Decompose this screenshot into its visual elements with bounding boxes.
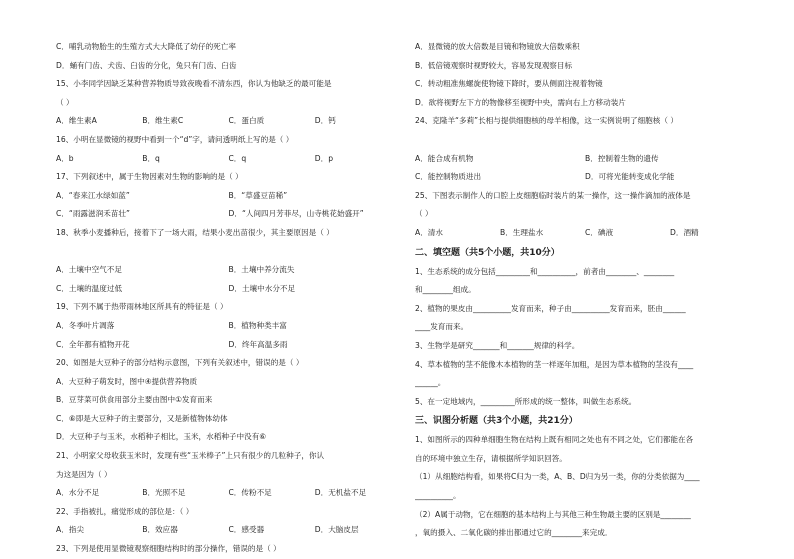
answer-option: C．“雨露滋润禾苗壮” — [56, 209, 130, 219]
text-line: 自的环境中独立生存，请根据所学知识回答。 — [415, 453, 567, 463]
text-line: 24、克隆羊“多莉”长相与提供细胞核的母羊相像，这一实例说明了细胞核（ ） — [415, 116, 678, 126]
text-line: D．欲将视野左下方的物像移至视野中央，需向右上方移动装片 — [415, 97, 626, 107]
answer-options — [415, 224, 755, 243]
answer-option: A．冬季叶片凋落 — [56, 320, 115, 330]
section-heading: 三、识图分析题（共3个小题，共21分） — [415, 416, 578, 427]
answer-options — [56, 484, 401, 503]
text-line: 20、如图是大豆种子的部分结构示意图，下列有关叙述中，错误的是（ ） — [56, 358, 304, 368]
answer-option: D．终年高温多雨 — [228, 339, 288, 349]
text-line: （ ） — [56, 97, 74, 107]
answer-option: B．“草盛豆苗稀” — [228, 190, 288, 200]
text-line: 为这是因为（ ） — [56, 469, 112, 479]
text-line: （1）从细胞结构看，如果将C归为一类，A、B、D归为另一类，你的分类依据为____ — [415, 472, 700, 482]
answer-option: D．p — [314, 153, 334, 163]
text-line: D．大豆种子与玉米，水稻种子相比，玉米，水稻种子中没有⑥ — [56, 432, 267, 442]
answer-option: D．可将光能转变成化学能 — [585, 172, 675, 182]
answer-option: B．q — [142, 153, 160, 163]
answer-option: A．土壤中空气不足 — [56, 265, 122, 275]
answer-option: A．水分不足 — [56, 488, 100, 498]
text-line: 23、下列是使用显微镜观察细胞结构时的部分操作，错误的是（ ） — [56, 544, 281, 554]
answer-option: A．b — [56, 153, 74, 163]
answer-option: A．“春来江水绿如蓝” — [56, 190, 130, 200]
answer-option: C．能控制物质进出 — [415, 172, 482, 182]
text-line: C．哺乳动物胎生的生殖方式大大降低了幼仔的死亡率 — [56, 42, 236, 51]
text-line: （2）A属于动物，它在细胞的基本结构上与其他三种生物最主要的区别是________ — [415, 509, 691, 519]
answer-option: C．土壤的温度过低 — [56, 283, 123, 293]
answer-options — [56, 317, 401, 336]
answer-option: C．感受器 — [228, 525, 265, 535]
text-line: A．显微镜的放大倍数是目镜和物镜放大倍数乘积 — [415, 42, 580, 51]
text-line: 18、秋季小麦播种后，接着下了一场大雨，结果小麦出苗很少，其主要原因是（ ） — [56, 227, 334, 237]
text-line: ，氧的摄入、二氧化碳的排出都通过它的________来完成． — [415, 528, 613, 538]
answer-options — [56, 261, 401, 280]
left-column — [56, 38, 401, 559]
answer-option: D．无机盐不足 — [314, 488, 367, 498]
answer-options — [56, 150, 401, 169]
text-line: __________。 — [415, 491, 461, 501]
answer-option: B．控制着生物的遗传 — [585, 153, 659, 163]
right-column — [415, 38, 755, 543]
answer-options — [56, 336, 401, 355]
answer-option: A．维生素A — [56, 116, 97, 126]
text-line: 16、小明在显微镜的视野中看到一个“d”字，请问透明纸上写的是（ ） — [56, 134, 294, 144]
text-line: D．蛹有门齿、犬齿、臼齿的分化，兔只有门齿、臼齿 — [56, 60, 237, 70]
text-line: 1、如图所示的四种单细胞生物在结构上既有相同之处也有不同之处，它们都能在各 — [415, 435, 694, 445]
section-heading: 二、填空题（共5个小题，共10分） — [415, 247, 560, 258]
answer-option: B．土壤中养分流失 — [228, 265, 295, 275]
answer-option: C．碘液 — [585, 227, 614, 237]
answer-option: A．清水 — [415, 227, 443, 237]
text-line: 1、生态系统的成分包括_________和__________，前者由________、________ — [415, 266, 675, 276]
text-line: C．转动粗准焦螺旋使物镜下降时，要从侧面注视着物镜 — [415, 79, 603, 89]
answer-options — [415, 168, 755, 187]
text-line: ____发育而来。 — [415, 322, 469, 332]
text-line — [415, 131, 755, 150]
answer-option: D．“人间四月芳菲尽，山寺桃花始盛开” — [228, 209, 364, 219]
text-line: B．豆芽菜可供食用部分主要由图中①发育而来 — [56, 395, 213, 405]
text-line: B．低倍镜观察时视野较大，容易发现观察目标 — [415, 60, 573, 70]
text-line: 和________组成。 — [415, 285, 476, 295]
text-line: 22、手指被扎，痛觉形成的部位是：（ ） — [56, 506, 194, 516]
text-line: 15、小李同学因缺乏某种营养物质导致夜晚看不清东西，你认为他缺乏的最可能是 — [56, 79, 332, 89]
answer-option: B．光照不足 — [142, 488, 186, 498]
answer-options — [56, 112, 401, 131]
text-line: 4、草本植物的茎不能像木本植物的茎一样逐年加粗，是因为草本植物的茎没有____ — [415, 359, 694, 369]
answer-options — [56, 521, 401, 540]
answer-options — [56, 205, 401, 224]
text-line: （ ） — [415, 209, 433, 219]
text-line: 2、植物的果皮由__________发育而来，种子由__________发育而来，胚由______ — [415, 303, 686, 313]
answer-option: C．q — [228, 153, 247, 163]
answer-option: B．植物种类丰富 — [228, 320, 287, 330]
answer-options — [415, 150, 755, 169]
answer-option: C．传粉不足 — [228, 488, 272, 498]
text-line: ______。 — [415, 378, 446, 388]
answer-option: D．大脑皮层 — [314, 525, 359, 535]
answer-options — [56, 280, 401, 299]
text-line — [56, 243, 401, 262]
answer-option: A．指尖 — [56, 525, 84, 535]
text-line: 21、小明家父母收获玉米时，发现有些“玉米棒子”上只有很少的几粒种子，你认 — [56, 451, 325, 461]
answer-option: A．能合成有机物 — [415, 153, 474, 163]
text-line: A．大豆种子萌发时，图中④提供营养物质 — [56, 376, 198, 386]
answer-option: D．钙 — [314, 116, 336, 126]
text-line: 25、下图表示制作人的口腔上皮细胞临时装片的某一操作，这一操作滴加的液体是 — [415, 190, 691, 200]
answer-option: D．酒精 — [670, 227, 699, 237]
answer-option: C．蛋白质 — [228, 116, 265, 126]
text-line: 5、在一定地域内，_________所形成的统一整体，叫做生态系统。 — [415, 396, 637, 406]
text-line: 3、生物学是研究_______和_______规律的科学。 — [415, 340, 580, 350]
text-line: 17、下列叙述中，属于生物因素对生物的影响的是（ ） — [56, 172, 243, 182]
answer-options — [56, 187, 401, 206]
answer-option: B．效应器 — [142, 525, 178, 535]
answer-option: B．维生素C — [142, 116, 184, 126]
answer-option: B．生理盐水 — [500, 227, 544, 237]
answer-option: C．全年都有植物开花 — [56, 339, 130, 349]
text-line: 19、下列不属于热带雨林地区所具有的特征是（ ） — [56, 302, 228, 312]
answer-option: D．土壤中水分不足 — [228, 283, 296, 293]
text-line: C．⑥即是大豆种子的主要部分，又是新植物体幼体 — [56, 413, 228, 423]
